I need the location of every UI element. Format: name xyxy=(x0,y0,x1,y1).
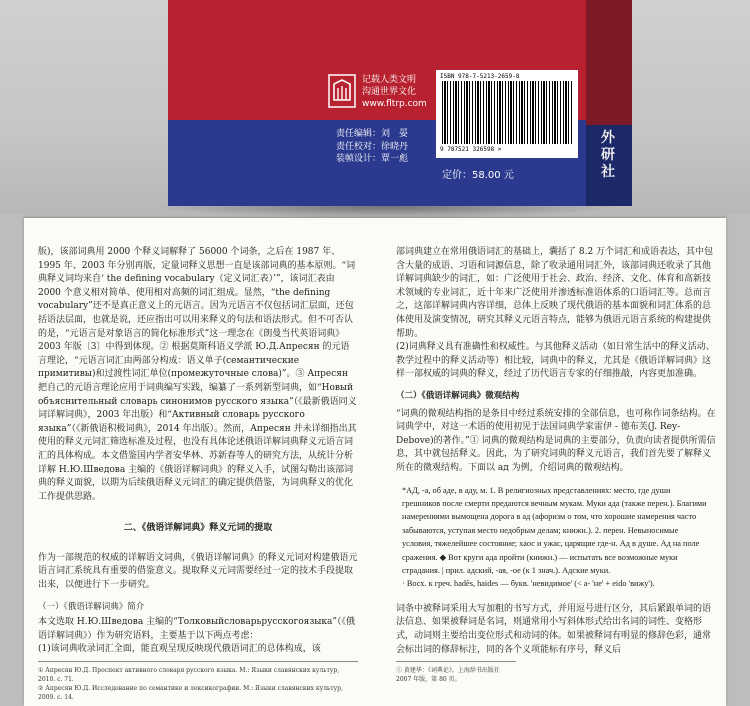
credit-designer: 装帧设计：覃一彪 xyxy=(336,154,409,164)
spine-red xyxy=(586,0,632,125)
entry-etymology: · Восх. к греч. hadēs, haides — букв. 'невидимое' (< а- 'не' + eido 'вижу'). xyxy=(402,579,655,589)
left-footnotes xyxy=(38,661,358,702)
section-heading: 二、《俄语详解词典》释义元词的提取 xyxy=(123,523,273,534)
right-footnotes xyxy=(396,661,516,684)
right-paragraph-1: 部词典建立在常用俄语词汇的基础上，囊括了 8.2 万个词汇和成语表达，其中包含大量的成语、习语和词源信息，除了收录通用词汇外，该部词典还收录了其他详解词典缺少的词汇，如：广泛使用于社会、政治、经济、文化、体育和高新技术领域的专业词汇，近十年来广泛使用并渗透标准语体系的口语词汇等。总而言之，这部详解词典内容详细，总体上反映了现代俄语的基本面貌和词汇体系的总体使用及演变情况，研究其释义元语言特点，能够为俄语元语言系统的构建提供帮助。 xyxy=(396,247,714,339)
left-paragraph-3: 本文选取 Н.Ю.Шведова 主编的“Толковыйсловарьрусскогоязыка”（《俄语详解词典》）作为研究语料，主要基于以下两点考虑： xyxy=(38,617,356,641)
book-back-cover xyxy=(168,0,586,206)
barcode-number: 9 787521 326598 > xyxy=(440,146,502,153)
editor-credits xyxy=(336,128,408,166)
right-paragraph-3: “词典的微观结构指的是条目中经过系统安排的全部信息，也可称作词条结构。在词典学中，对这一术语的使用初见于法国词典学家雷伊 - 德布芙(J. Rey-Debove)的著作。”① 词典的微观结构是词典的主要部分，负责向读者提供所需信息，其中就包括释义。因此，为了研究词典的释义元语言，我们首先要了解释义所在的微观结构。下面以 ад 为例，介绍词典的微观结构。 xyxy=(396,408,716,473)
publisher-slogan xyxy=(362,74,427,110)
publisher-url: www.fltrp.com xyxy=(362,99,427,109)
footnote-1: ① Апресян Ю.Д. Проспект активного словаря русского языка. М.: Языки славянских культур, 2010. c. 71. xyxy=(38,667,340,683)
barcode-bars xyxy=(442,81,572,144)
publisher-logo-icon xyxy=(328,74,356,108)
subsection-heading-1: （一）《俄语详解词典》简介 xyxy=(38,601,145,612)
right-column xyxy=(396,246,716,657)
isbn-barcode xyxy=(436,70,578,158)
subsection-heading-2: （二）《俄语详解词典》微观结构 xyxy=(396,390,520,401)
book-spine xyxy=(586,0,632,206)
footnote-2: ② Апресян Ю.Д. Исследование по семантике и лексикографии. М.: Языки славянских культур, 2009. c. 14. xyxy=(38,685,343,701)
spine-publisher: 外研社 xyxy=(601,130,615,180)
left-paragraph-1: 版)，该部词典用 2000 个释义词解释了 56000 个词条，之后在 1987 年、1995 年、2003 年分别再版，定量词释义思想一直是该部词典的基本原则。“词典释义词均来自‘ the defining vocabulary（定义词汇表）’”，该词汇表由 2000 个意义相对简单、使用相对高频的词汇组成。显然，“the defining vocabulary”还不是真正意义上的元语言。因为元语言不仅包括词汇层面，还包括语法层面，也就是说，还应指出可以用来释义的句法和语法形式。但不可否认的是，“元语言是对象语言的简化标准形式”这一理念在《朗曼当代英语词典》2003 年版〔3〕中得到体现。② 根据莫斯科语义学派 Ю.Д.Апресян 的元语言理论，“元语言词汇由两部分构成：语义单子(семантические примитивы)和过渡性词汇单位(промежуточные слова)”。③ Апресян 把自己的元语言理论应用于词典编写实践，编纂了一系列新型词典，如“Новый объяснительный словарь синонимов русского языка”（《最新俄语同义词详解词典》，2003 年出版）和“Активный словарь русского языка”（《新俄语积极词典》，2014 年出版）。然而，Апресян 并未详细指出其使用的释义元词汇筛选标准及过程，也没有具体论述俄语详解词典释义元语言词汇的具体构成。本文借鉴国内学者安华林、苏新春等人的研究方法，从统计分析详解 Н.Ю.Шведова 主编的《俄语详解词典》的释义入手，试图勾勒出该部词典的释义面貌，以期为后续俄语释义元词汇的确定提供借鉴，为词典释义的优化工作提供思路。 xyxy=(38,247,357,502)
credit-editor: 责任编辑：刘 晏 xyxy=(336,129,409,139)
right-paragraph-2: (2)词典释义具有准确性和权威性。与其他释义活动（如日常生活中的释义活动、教学过程中的释义活动等）相比较，词典中的释义，尤其是《俄语详解词典》这样一部权威的词典的释义，经过了历代语言专家的仔细推敲，内容更加准确。 xyxy=(396,342,715,380)
left-paragraph-2: 作为一部规范的权威的详解语文词典，《俄语详解词典》的释义元词对构建俄语元语言词汇系统具有重要的借鉴意义。提取释义元词需要经过一定的技术手段提取出来，以便进行下一步研究。 xyxy=(38,552,358,591)
dictionary-entry-example xyxy=(396,482,716,593)
right-paragraph-4: 词条中被释词采用大写加粗的书写方式，并用逗号进行区分，其后紧跟单词的语法信息、如果被释词是名词，则通常用小写斜体形式给出名词的词性、变格形式，动词则主要给出变位形式和动词的体。如果被释词有明显的修辞色彩，通常会标出词的修辞标注，同的各个义项能标有序号，释义后 xyxy=(396,603,712,655)
entry-definition: *АД, -а, об аде, в аду, м. 1. В религиозных представлениях: место, где души грешников после смерти предаются вечным мукам. Муки ада (также перен.). Благими намерениями вымощена дорога в ад (афоризм о том, что хорошие намерения часто забываются, уступая место недобрым делам; книжн.). 2. перен. Невыносимые условия, тяжелейшее состояние; хаос и ужас, царящие где-н. Ад в душе. Ад на поле сражения. ◆ Вот круги ада пройти (книжн.) — испытать все возможные муки страдания. | прил. адский, -ая, -ое (к 1 знач.). Адские муки. xyxy=(402,485,707,575)
publisher-line1: 记载人类文明 xyxy=(362,75,417,85)
left-column xyxy=(38,246,358,657)
isbn-text: ISBN 978-7-5213-2659-8 xyxy=(440,73,520,80)
book-price: 定价：58.00 元 xyxy=(442,170,514,181)
footnote-right-1: ① 黄建华：《词典论》，上海辞书出版社 2007 年版，第 80 页。 xyxy=(396,667,500,683)
left-paragraph-4: (1)该词典收录词汇全面，能直观呈现反映现代俄语词汇的总体构成，该 xyxy=(38,644,321,655)
book-page-spread xyxy=(24,218,726,706)
publisher-line2: 沟通世界文化 xyxy=(362,87,417,97)
credit-proofreader: 责任校对：徐晓丹 xyxy=(336,141,409,152)
